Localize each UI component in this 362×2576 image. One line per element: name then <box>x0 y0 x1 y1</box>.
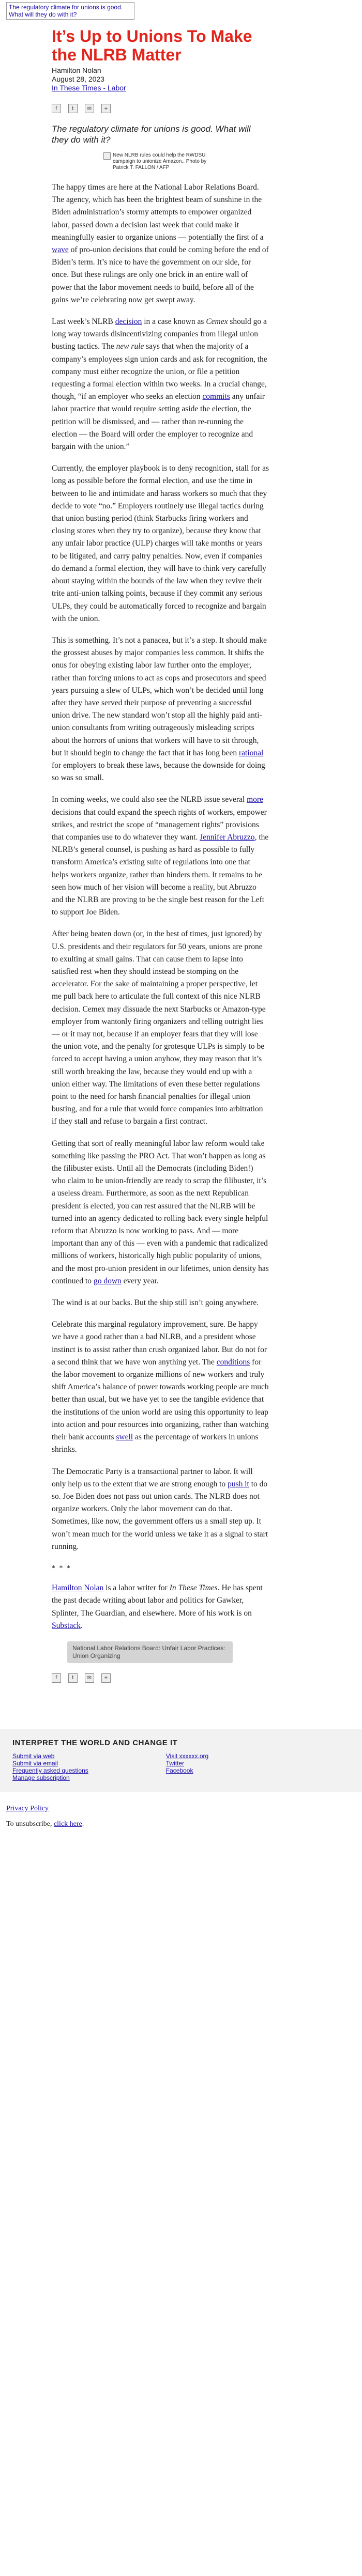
banner-image[interactable]: The regulatory climate for unions is good. What will they do with it? <box>6 2 134 20</box>
article-title[interactable]: It’s Up to Unions To Make the NLRB Matter <box>52 27 252 64</box>
unsubscribe-link[interactable]: click here <box>53 1820 82 1828</box>
faq-link[interactable]: Frequently asked questions <box>12 1766 88 1774</box>
paragraph: Currently, the employer playbook is to deny recognition, stall for as long as possible before the formal election, and use the time in between to lie and intimidate and harass workers so much that they decide to vote “no.” Employers routinely use illegal tactics during that union busting period (think Starbucks firing workers and closing stores when they try to organize), because they know that any unfair labor practice (ULP) charges will take months or years to be litigated, and carry paltry penalties. Now, even if companies do demand a formal election, they will have to think very carefully about staying within the bounds of the law when they revive their trite anti-union talking points, because if they commit any serious ULPs, they could be automatically forced to recognize and bargain with the union. <box>52 464 269 623</box>
facebook-icon[interactable]: f <box>52 104 61 113</box>
publish-date: August 28, 2023 <box>52 75 104 83</box>
share-bar-bottom <box>52 1673 269 1683</box>
inline-link[interactable]: commits <box>202 392 230 401</box>
paragraph: The wind is at our backs. But the ship still isn’t going anywhere. <box>52 1298 259 1308</box>
author-name: Hamilton Nolan <box>52 66 101 74</box>
footer-links-left <box>12 1752 88 1781</box>
topic-tags[interactable]: National Labor Relations Board: Unfair Labor Practices: Union Organizing <box>67 1641 233 1663</box>
paragraph: This is something. It’s not a panacea, but it’s a step. It should make the grossest abuses by major companies less common. It shifts the onus for obeying existing labor law further onto the employer, rather than forcing unions to act as cops and prosecutors and speed years pursuing a slew of ULPs, which won’t be decided until long after they have served their purpose of preventing a successful union drive. The new standard won’t stop all the highly paid anti-union consultants from writing outrageously misleading scripts about the horrors of unions that workers will have to sit through, but it should begin to change the fact that it has long been rational for employers to break these laws, because the downside for doing so was so small. <box>52 635 267 783</box>
inline-link[interactable]: conditions <box>216 1357 250 1367</box>
twitter-icon[interactable]: t <box>68 1673 78 1683</box>
facebook-link[interactable]: Facebook <box>165 1766 193 1774</box>
unsubscribe-line: To unsubscribe, click here. <box>6 1820 84 1828</box>
article-body <box>52 181 269 1632</box>
paragraph: Celebrate this marginal regulatory improvement, sure. Be happy we have a good rather than a bad NLRB, and a president whose instinct is to assist rather than crush organized labor. But do not for a second think that we have won anything yet. The conditions for the labor movement to organize millions of new workers and truly shift America’s balance of power towards working people are much better than usual, but we have yet to see the tangible evidence that the institutions of the union world are using this opportunity to leap into action and pour resources into organizing, rather than watching their bank accounts swell as the percentage of workers in unions shrinks. <box>52 1320 269 1454</box>
inline-link[interactable]: wave <box>52 245 69 255</box>
email-icon[interactable]: ✉ <box>85 1673 94 1683</box>
photo-caption: New NLRB rules could help the RWDSU campaign to unionize Amazon.. Photo by Patrick T. FALLON / AFP <box>113 152 207 170</box>
share-icon[interactable]: + <box>101 1673 111 1683</box>
section-link[interactable]: In These Times - Labor <box>52 84 126 92</box>
paragraph: In coming weeks, we could also see the NLRB issue several more decisions that could expand the speech rights of workers, empower strikes, and restrict the scope of “management rights” provisions that companies use to do whatever they want. Jennifer Abruzzo, the NLRB’s general counsel, is pushing as hard as possible to fully transform America’s existing suite of regulations into one that helps workers organize, rather than hinders them. It remains to be seen how much of her vision will become a reality, but Abruzzo and the NLRB are proving to be the single best reason for the Left to support Joe Biden. <box>52 795 269 917</box>
author-bio: Hamilton Nolan is a labor writer for In These Times. He has spent the past decade writing about labor and politics for Gawker, Splinter, The Guardian, and elsewhere. More of his work is on Substack. <box>52 1584 263 1630</box>
privacy-policy-link[interactable]: Privacy Policy <box>6 1804 49 1812</box>
footer-title: INTERPRET THE WORLD AND CHANGE IT <box>12 1738 178 1747</box>
author-link[interactable]: Hamilton Nolan <box>52 1584 104 1593</box>
inline-link[interactable]: go down <box>93 1276 122 1285</box>
twitter-link[interactable]: Twitter <box>165 1759 185 1767</box>
manage-subscription-link[interactable]: Manage subscription <box>12 1774 70 1781</box>
paragraph: After being beaten down (or, in the best of times, just ignored) by U.S. presidents and their regulators for 50 years, unions are prone to exulting at small gains. That can cause them to lapse into satisfied rest when they should instead be stomping on the accelerator. For the sake of maintaining a proper perspective, let me pull back here to articulate the full context of this nice NLRB decision. Cemex may dissuade the next Starbucks or Amazon-type employer from wantonly firing organizers and telling outright lies — or it may not, because if an employer fears that they will lose the union vote, and the penalty for grotesque ULPs is simply to be forced to accept having a union anyhow, they may reason that it’s still worth breaking the law, because they would end up with a union either way. The limitations of even these better regulations point to the need for harsh financial penalties for illegal union busting, and for a rule that would force companies into arbitration if they stall and refuse to bargain a first contract. <box>52 929 266 1126</box>
byline <box>52 66 269 92</box>
article-subtitle: The regulatory climate for unions is good. What will they do with it? <box>52 124 251 145</box>
email-icon[interactable]: ✉ <box>85 104 94 113</box>
inline-link[interactable]: more <box>247 795 263 804</box>
substack-link[interactable]: Substack <box>52 1621 81 1630</box>
article-photo <box>103 152 217 171</box>
section-divider: * * * <box>52 1564 71 1572</box>
inline-link[interactable]: Jennifer Abruzzo <box>200 832 255 842</box>
inline-link[interactable]: rational <box>239 748 264 757</box>
image-icon <box>103 152 111 160</box>
footer-links-right <box>166 1752 208 1781</box>
share-icon[interactable]: + <box>101 104 111 113</box>
submit-web-link[interactable]: Submit via web <box>12 1752 55 1760</box>
inline-link[interactable]: push it <box>228 1479 249 1488</box>
paragraph: Getting that sort of really meaningful labor law reform would take something like passing the PRO Act. That won’t happen as long as the filibuster exists. Until all the Democrats (including Biden!) who claim to be union-friendly are ready to scrap the filibuster, it’s a useless dream. Furthermore, as soon as the next Republican president is elected, you can rest assured that the NLRB will be turned into an agency dedicated to rolling back every single helpful reform that Abruzzo is now working to pass. And — more important than any of this — even with a pandemic that radicalized millions of workers, historically high public popularity of unions, and the most pro-union president in our lifetimes, union density has continued to go down every year. <box>52 1139 269 1285</box>
visit-site-link[interactable]: Visit xxxxxx.org <box>165 1752 209 1760</box>
newsletter-footer <box>0 1729 362 1792</box>
inline-link[interactable]: swell <box>116 1433 133 1442</box>
paragraph: The Democratic Party is a transactional partner to labor. It will only help us to the extent that we are strong enough to push it to do so. Joe Biden does not pass out union cards. The NLRB does not organize workers. Only the labor movement can do that. Sometimes, like now, the government offers us a small step up. It won’t mean much for the world unless we take it as a signal to start running. <box>52 1467 268 1551</box>
submit-email-link[interactable]: Submit via email <box>12 1759 58 1767</box>
paragraph: Last week’s NLRB decision in a case known as Cemex should go a long way towards disincentivizing companies from illegal union busting tactics. The new rule says that when the majority of a company’s employees sign union cards and ask for recognition, the company must either recognize the union, or file a petition requesting a formal election within two weeks. In a crucial change, though, “if an employer who seeks an election commits any unfair labor practice that would require setting aside the election, the petition will be dismissed, and — rather than re-running the election — the Board will order the employer to recognize and bargain with the union.” <box>52 317 267 452</box>
inline-link[interactable]: decision <box>115 317 142 327</box>
share-bar <box>52 104 269 113</box>
paragraph: The happy times are here at the National Labor Relations Board. The agency, which has been the brightest beam of sunshine in the Biden administration’s stormy attempts to empower organized labor, passed down a decision last week that could make it meaningfully easier to organize unions — potentially the first of a wave of pro-union decisions that could be coming before the end of Biden’s term. It’s nice to have the government on our side, for once. But these rulings are only one brick in an entire wall of power that the labor movement needs to build, before all of the gains we’re celebrating now get swept away. <box>52 183 269 304</box>
twitter-icon[interactable]: t <box>68 104 78 113</box>
facebook-icon[interactable]: f <box>52 1673 61 1683</box>
bottom-links <box>0 1792 362 1829</box>
